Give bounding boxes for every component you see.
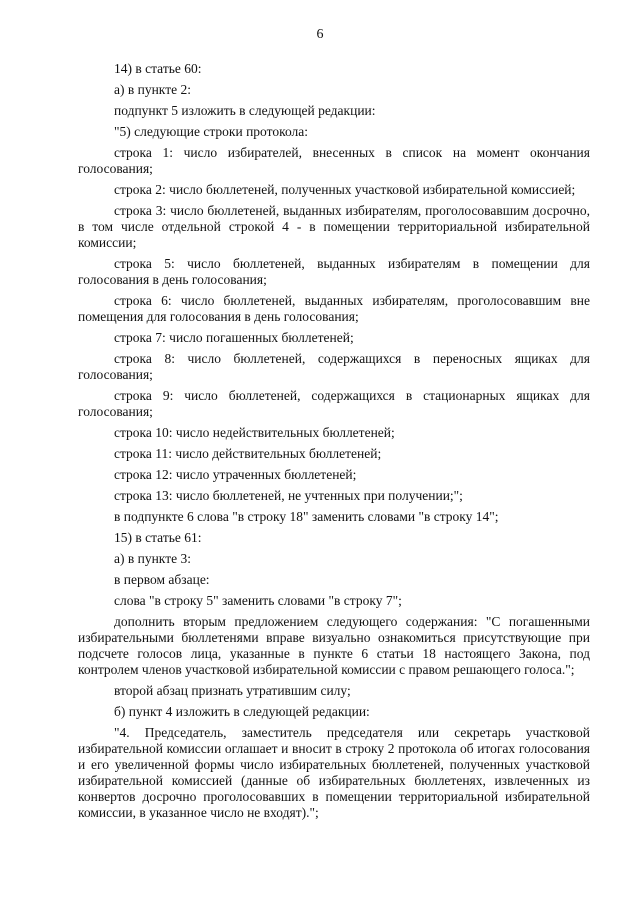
paragraph-line-8: строка 8: число бюллетеней, содержащихся в переносных ящиках для голосования; (78, 351, 590, 382)
paragraph-line-3: строка 3: число бюллетеней, выданных избирателям, проголосовавшим досрочно, в том числе отдельной строкой 4 - в помещении территориальной избирательной комиссии; (78, 203, 590, 250)
paragraph-point-4: б) пункт 4 изложить в следующей редакции: (114, 704, 370, 719)
paragraph-line-1: строка 1: число избирателей, внесенных в список на момент окончания голосования; (78, 145, 590, 176)
paragraph-line-2: строка 2: число бюллетеней, полученных участковой избирательной комиссией; (114, 182, 576, 197)
paragraph-line-13: строка 13: число бюллетеней, не учтенных при получении;"; (114, 488, 463, 503)
paragraph-article-60: 14) в статье 60: (114, 61, 202, 76)
paragraph-line-5: строка 5: число бюллетеней, выданных избирателям в помещении для голосования в день голосования; (78, 256, 590, 287)
paragraph-line-12: строка 12: число утраченных бюллетеней; (114, 467, 357, 482)
paragraph-point-3: а) в пункте 3: (114, 551, 191, 566)
paragraph-line-7: строка 7: число погашенных бюллетеней; (114, 330, 354, 345)
paragraph-protocol-lines: "5) следующие строки протокола: (114, 124, 309, 139)
page-number: 6 (316, 27, 324, 42)
paragraph-second-abzac: второй абзац признать утратившим силу; (114, 683, 351, 698)
paragraph-first-abzac: в первом абзаце: (114, 572, 210, 587)
paragraph-line-10: строка 10: число недействительных бюллетеней; (114, 425, 395, 440)
paragraph-line-9: строка 9: число бюллетеней, содержащихся в стационарных ящиках для голосования; (78, 388, 590, 419)
paragraph-subpoint-6: в подпункте 6 слова "в строку 18" заменить словами "в строку 14"; (114, 509, 499, 524)
paragraph-line-6: строка 6: число бюллетеней, выданных избирателям, проголосовавшим вне помещения для голосования в день голосования; (78, 293, 590, 324)
paragraph-article-61: 15) в статье 61: (114, 530, 202, 545)
paragraph-add-sentence: дополнить вторым предложением следующего содержания: "С погашенными избирательными бюллетенями вправе визуально ознакомиться присутствующие при подсчете голосов лица, указанные в пункте 6 статьи 18 настоящего Закона, под контролем членов участковой избирательной комиссии с правом решающего голоса."; (78, 614, 590, 677)
paragraph-point-2: а) в пункте 2: (114, 82, 191, 97)
paragraph-replace-words: слова "в строку 5" заменить словами "в строку 7"; (114, 593, 402, 608)
paragraph-line-11: строка 11: число действительных бюллетеней; (114, 446, 382, 461)
document-body (78, 61, 590, 826)
paragraph-point-4-text: "4. Председатель, заместитель председателя или секретарь участковой избирательной комиссии оглашает и вносит в строку 2 протокола об итогах голосования и его увеличенной формы число избирательных бюллетеней, полученных участковой избирательной комиссией (данные об избирательных бюллетенях, извлеченных из конвертов досрочно проголосовавших в помещении территориальной избирательной комиссии, в указанное число не входят)."; (78, 725, 590, 820)
paragraph-subpoint-5: подпункт 5 изложить в следующей редакции: (114, 103, 376, 118)
